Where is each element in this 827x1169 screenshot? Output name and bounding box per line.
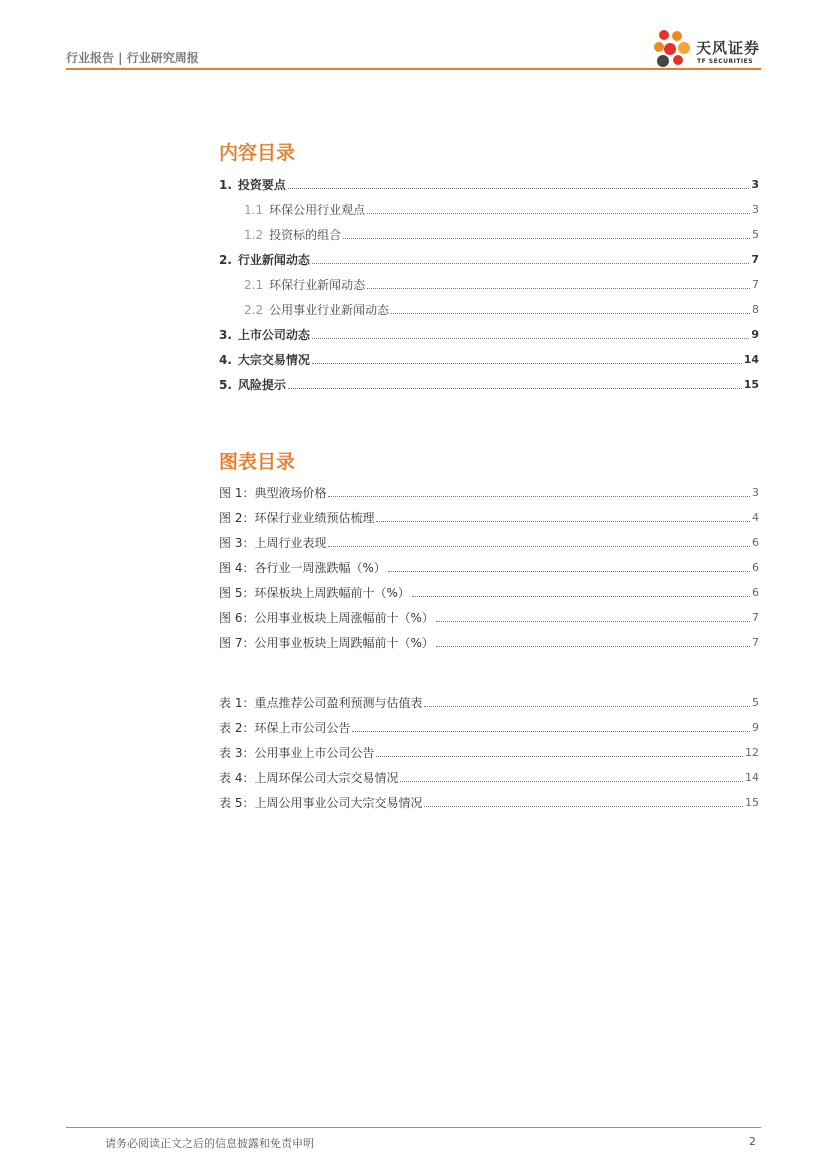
toc-item-label: 风险提示 bbox=[237, 378, 286, 392]
dot-leader bbox=[424, 706, 750, 707]
dot-leader bbox=[352, 731, 750, 732]
table-item[interactable] bbox=[219, 785, 759, 810]
table-item-page: 12 bbox=[745, 746, 759, 759]
table-item-label: 表 4：上周环保公司大宗交易情况 bbox=[219, 771, 399, 785]
dot-leader bbox=[376, 521, 750, 522]
toc-title: 内容目录 bbox=[219, 142, 296, 164]
toc-item-number: 1.1 bbox=[244, 203, 264, 217]
toc-item-label: 投资要点 bbox=[237, 178, 286, 192]
toc-item-label: 投资标的组合 bbox=[269, 228, 342, 242]
flower-logo-icon bbox=[650, 26, 696, 70]
figure-item-page: 3 bbox=[752, 486, 759, 499]
toc-item-page: 5 bbox=[752, 228, 759, 241]
figure-item[interactable] bbox=[219, 525, 759, 550]
toc-item[interactable] bbox=[219, 217, 759, 242]
figure-item[interactable] bbox=[219, 625, 759, 650]
toc-item-label: 行业新闻动态 bbox=[237, 253, 310, 267]
figures-title: 图表目录 bbox=[219, 451, 296, 473]
figure-item[interactable] bbox=[219, 600, 759, 625]
table-item[interactable] bbox=[219, 685, 759, 710]
toc-item[interactable] bbox=[219, 167, 759, 192]
dot-leader bbox=[400, 781, 743, 782]
figure-item-label: 图 7：公用事业板块上周跌幅前十（%） bbox=[219, 636, 434, 650]
header-title: 行业报告 | 行业研究周报 bbox=[66, 51, 199, 65]
figure-item-label: 图 6：公用事业板块上周涨幅前十（%） bbox=[219, 611, 434, 625]
logo-english-name: TF SECURITIES bbox=[697, 58, 754, 65]
toc-item[interactable] bbox=[219, 192, 759, 217]
toc-item-page: 3 bbox=[752, 203, 759, 216]
table-item[interactable] bbox=[219, 760, 759, 785]
table-item[interactable] bbox=[219, 710, 759, 735]
toc-item-label: 公用事业行业新闻动态 bbox=[269, 303, 390, 317]
toc-item-page: 7 bbox=[752, 278, 759, 291]
table-item-page: 14 bbox=[745, 771, 759, 784]
logo-chinese-name: 天风证券 bbox=[696, 39, 761, 57]
toc-item[interactable] bbox=[219, 317, 759, 342]
toc-item[interactable] bbox=[219, 342, 759, 367]
dot-leader bbox=[388, 571, 750, 572]
figure-item-page: 7 bbox=[752, 611, 759, 624]
table-item-label: 表 2：环保上市公司公告 bbox=[219, 721, 351, 735]
company-logo bbox=[650, 26, 765, 70]
toc-item-number: 2. bbox=[219, 253, 232, 267]
toc-item[interactable] bbox=[219, 242, 759, 267]
figure-item-label: 图 4：各行业一周涨跌幅（%） bbox=[219, 561, 386, 575]
figures-list bbox=[219, 475, 759, 650]
dot-leader bbox=[412, 596, 750, 597]
toc-item-label: 环保公用行业观点 bbox=[269, 203, 366, 217]
toc-item-label: 大宗交易情况 bbox=[237, 353, 310, 367]
toc-item[interactable] bbox=[219, 292, 759, 317]
dot-leader bbox=[312, 263, 749, 264]
dot-leader bbox=[328, 546, 750, 547]
figure-item-label: 图 2：环保行业业绩预估梳理 bbox=[219, 511, 375, 525]
toc-item[interactable] bbox=[219, 267, 759, 292]
table-item-page: 15 bbox=[745, 796, 759, 809]
dot-leader bbox=[288, 388, 742, 389]
dot-leader bbox=[312, 363, 742, 364]
toc-item-page: 9 bbox=[751, 328, 759, 341]
figure-item-page: 4 bbox=[752, 511, 759, 524]
dot-leader bbox=[367, 288, 750, 289]
tables-list bbox=[219, 685, 759, 810]
toc-item-label: 环保行业新闻动态 bbox=[269, 278, 366, 292]
toc-item-page: 15 bbox=[743, 378, 759, 391]
dot-leader bbox=[288, 188, 749, 189]
toc-item-page: 3 bbox=[751, 178, 759, 191]
toc-item-number: 2.1 bbox=[244, 278, 264, 292]
dot-leader bbox=[391, 313, 750, 314]
table-item-label: 表 5：上周公用事业公司大宗交易情况 bbox=[219, 796, 423, 810]
figure-item-page: 6 bbox=[752, 536, 759, 549]
dot-leader bbox=[343, 238, 750, 239]
footer-disclaimer: 请务必阅读正文之后的信息披露和免责申明 bbox=[105, 1137, 314, 1150]
figure-item[interactable] bbox=[219, 500, 759, 525]
figure-item-page: 7 bbox=[752, 636, 759, 649]
figure-item-label: 图 5：环保板块上周跌幅前十（%） bbox=[219, 586, 410, 600]
footer-divider bbox=[66, 1127, 761, 1128]
toc-item-number: 5. bbox=[219, 378, 232, 392]
table-item-page: 9 bbox=[752, 721, 759, 734]
toc-list bbox=[219, 167, 759, 392]
dot-leader bbox=[436, 646, 750, 647]
dot-leader bbox=[436, 621, 750, 622]
toc-item-page: 7 bbox=[751, 253, 759, 266]
dot-leader bbox=[328, 496, 750, 497]
toc-item-label: 上市公司动态 bbox=[237, 328, 310, 342]
figure-item[interactable] bbox=[219, 575, 759, 600]
dot-leader bbox=[367, 213, 750, 214]
toc-item[interactable] bbox=[219, 367, 759, 392]
table-item-label: 表 3：公用事业上市公司公告 bbox=[219, 746, 375, 760]
dot-leader bbox=[424, 806, 743, 807]
toc-item-number: 2.2 bbox=[244, 303, 264, 317]
figure-item-page: 6 bbox=[752, 561, 759, 574]
toc-item-number: 1. bbox=[219, 178, 232, 192]
figure-item[interactable] bbox=[219, 475, 759, 500]
table-item[interactable] bbox=[219, 735, 759, 760]
toc-item-page: 8 bbox=[752, 303, 759, 316]
page-number: 2 bbox=[749, 1135, 756, 1148]
dot-leader bbox=[376, 756, 743, 757]
header-divider bbox=[66, 68, 761, 70]
table-item-label: 表 1：重点推荐公司盈利预测与估值表 bbox=[219, 696, 423, 710]
dot-leader bbox=[312, 338, 749, 339]
figure-item-page: 6 bbox=[752, 586, 759, 599]
table-item-page: 5 bbox=[752, 696, 759, 709]
toc-item-number: 3. bbox=[219, 328, 232, 342]
toc-item-number: 1.2 bbox=[244, 228, 264, 242]
figure-item-label: 图 1：典型液场价格 bbox=[219, 486, 327, 500]
figure-item[interactable] bbox=[219, 550, 759, 575]
toc-item-page: 14 bbox=[743, 353, 759, 366]
figure-item-label: 图 3：上周行业表现 bbox=[219, 536, 327, 550]
toc-item-number: 4. bbox=[219, 353, 232, 367]
